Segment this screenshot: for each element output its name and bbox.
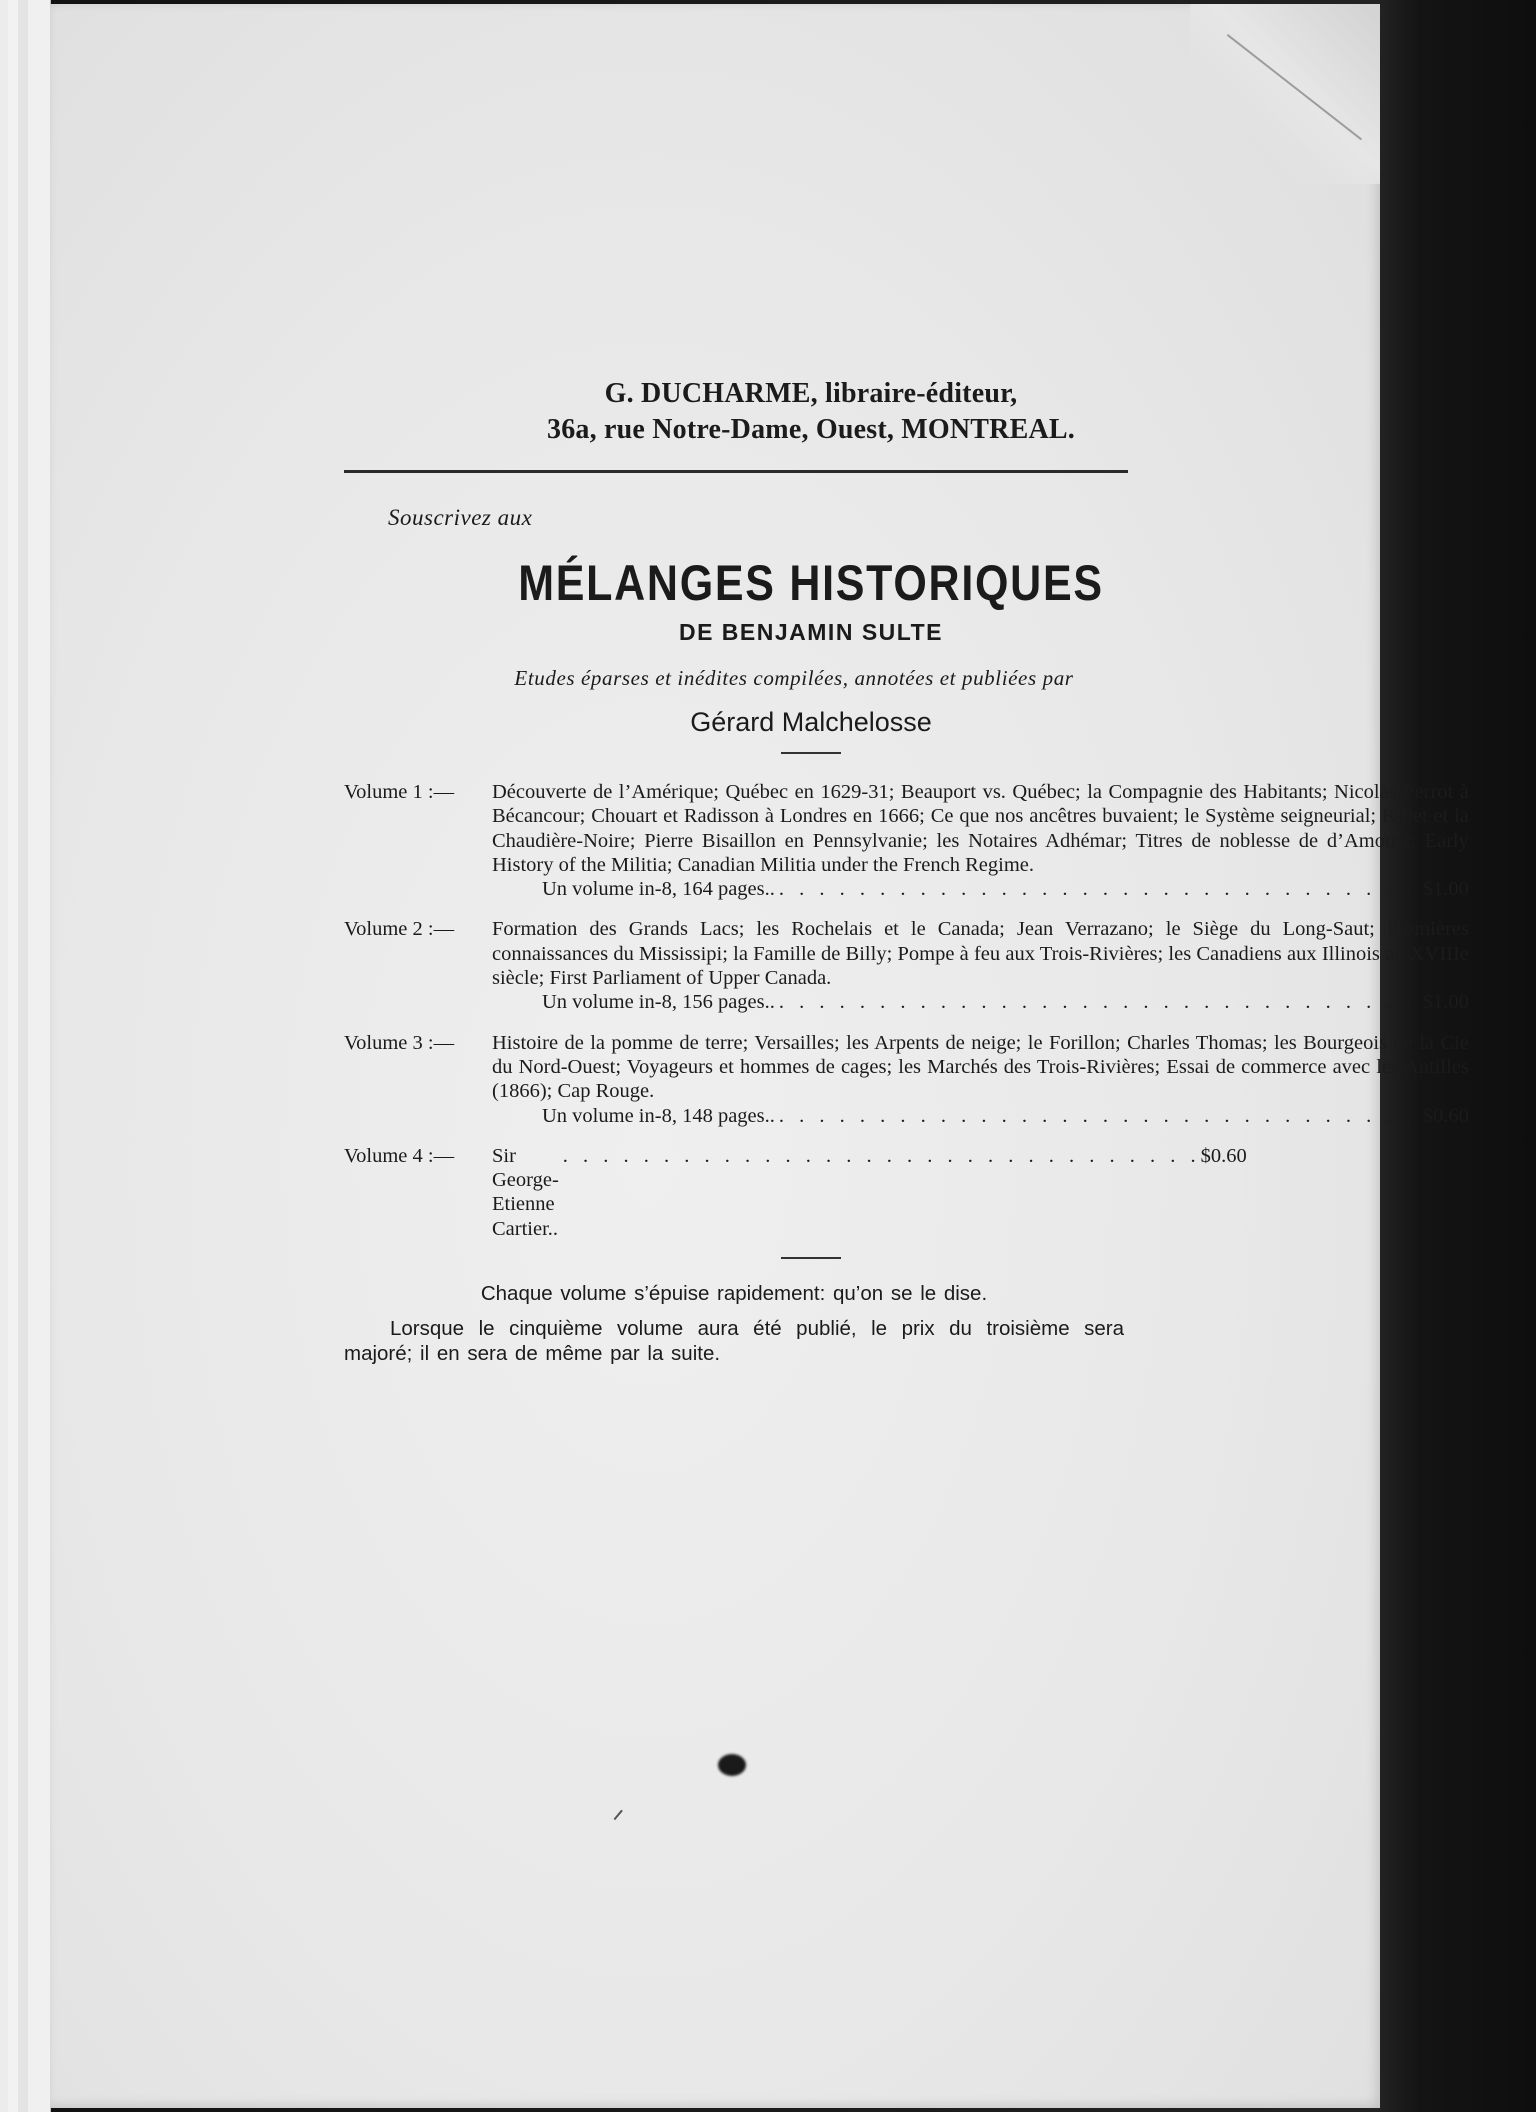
volume-price: $1.00 xyxy=(1422,878,1469,901)
ink-speck xyxy=(614,1810,623,1820)
main-title: MÉLANGES HISTORIQUES xyxy=(518,555,1104,611)
subscribe-line: Souscrivez aux xyxy=(388,505,533,530)
advertisement xyxy=(344,376,1469,1366)
short-rule xyxy=(781,752,841,754)
volume-entry xyxy=(344,1031,1469,1128)
ink-blot xyxy=(718,1754,746,1776)
volume-price: $0.60 xyxy=(1200,1144,1247,1167)
volume-entry xyxy=(344,917,1469,1014)
page-count: Un volume in-8, 148 pages.. xyxy=(542,1104,775,1127)
volume-price: $1.00 xyxy=(1422,991,1469,1014)
price-line xyxy=(492,877,1469,901)
page-edge xyxy=(28,0,51,2112)
volume-label: Volume 2 :— xyxy=(344,918,455,941)
notes xyxy=(344,1281,1124,1366)
publisher-address: 36a, rue Notre-Dame, Ouest, MONTREAL. xyxy=(547,414,1075,445)
book-back-cover xyxy=(50,4,1469,2108)
volume-contents: Histoire de la pomme de terre; Versailles; les Arpents de neige; le Forillon; Charles Thomas; les Bourgeois de la Cie du Nord-Ouest; Voyageurs et hommes de cages; les Marchés des Trois-Rivières; Essai de commerce avec les Antilles (1866); Cap Rouge. xyxy=(492,1031,1469,1103)
author-line: DE BENJAMIN SULTE xyxy=(678,619,944,645)
volume-label: Volume 3 :— xyxy=(344,1031,455,1054)
volume-contents: Formation des Grands Lacs; les Rochelais et le Canada; Jean Verrazano; le Siège du Long-Saut; Premières connaissances du Mississipi; la Famille de Billy; Pompe à feu aux Trois-Rivières; les Canadiens aux Illinois au XVIIIe siècle; First Parliament of Upper Canada. xyxy=(492,918,1469,990)
volume-list xyxy=(344,780,1469,1241)
price-line xyxy=(492,1104,1469,1128)
short-rule xyxy=(781,1257,841,1259)
leader-dots: . . . . . . . . . . . . . . . . . . . . . . . . . . . . . . . . xyxy=(562,1144,1201,1167)
note-paragraph: Lorsque le cinquième volume aura été publié, le prix du troisième sera majoré; il en sera de même par la suite. xyxy=(344,1317,1124,1366)
volume-price: $0.60 xyxy=(1422,1104,1469,1127)
editor-name: Gérard Malchelosse xyxy=(690,707,932,737)
page-count: Un volume in-8, 164 pages.. xyxy=(542,878,775,901)
leader-dots: . . . . . . . . . . . . . . . . . . . . . . . . . . . . . . . . xyxy=(778,991,1417,1014)
volume-contents: Découverte de l’Amérique; Québec en 1629-31; Beauport vs. Québec; la Compagnie des Habitants; Nicolas Perrot à Bécancour; Chouart et Radisson à Londres en 1666; Ce que nos ancêtres buvaient; le Système seigneurial; Kiȣet et la Chaudière-Noire; Pierre Bisaillon en Pennsylvanie; les Notaires Adhémar; Titres de noblesse de d’Amours; Early History of the Militia; Canadian Militia under the French Regime. xyxy=(492,781,1469,876)
leader-dots: . . . . . . . . . . . . . . . . . . . . . . . . . . . . . . . . xyxy=(778,1104,1417,1127)
publisher-block xyxy=(394,376,1228,448)
volume-label: Volume 4 :— xyxy=(344,1144,455,1167)
publisher-name: G. DUCHARME, libraire-éditeur, xyxy=(604,378,1018,409)
volume-entry xyxy=(344,1144,1247,1241)
folded-corner xyxy=(1190,4,1380,184)
page-count: Un volume in-8, 156 pages.. xyxy=(542,991,775,1014)
note-line: Chaque volume s’épuise rapidement: qu’on se le dise. xyxy=(480,1282,988,1306)
credit-line: Etudes éparses et inédites compilées, annotées et publiées par xyxy=(514,666,1074,690)
price-line xyxy=(492,990,1469,1014)
volume-entry xyxy=(344,780,1469,901)
volume-contents: Sir George-Etienne Cartier.. xyxy=(492,1144,559,1240)
volume-label: Volume 1 :— xyxy=(344,781,455,803)
leader-dots: . . . . . . . . . . . . . . . . . . . . . . . . . . . . . . . . xyxy=(778,878,1417,901)
horizontal-rule xyxy=(344,470,1128,473)
